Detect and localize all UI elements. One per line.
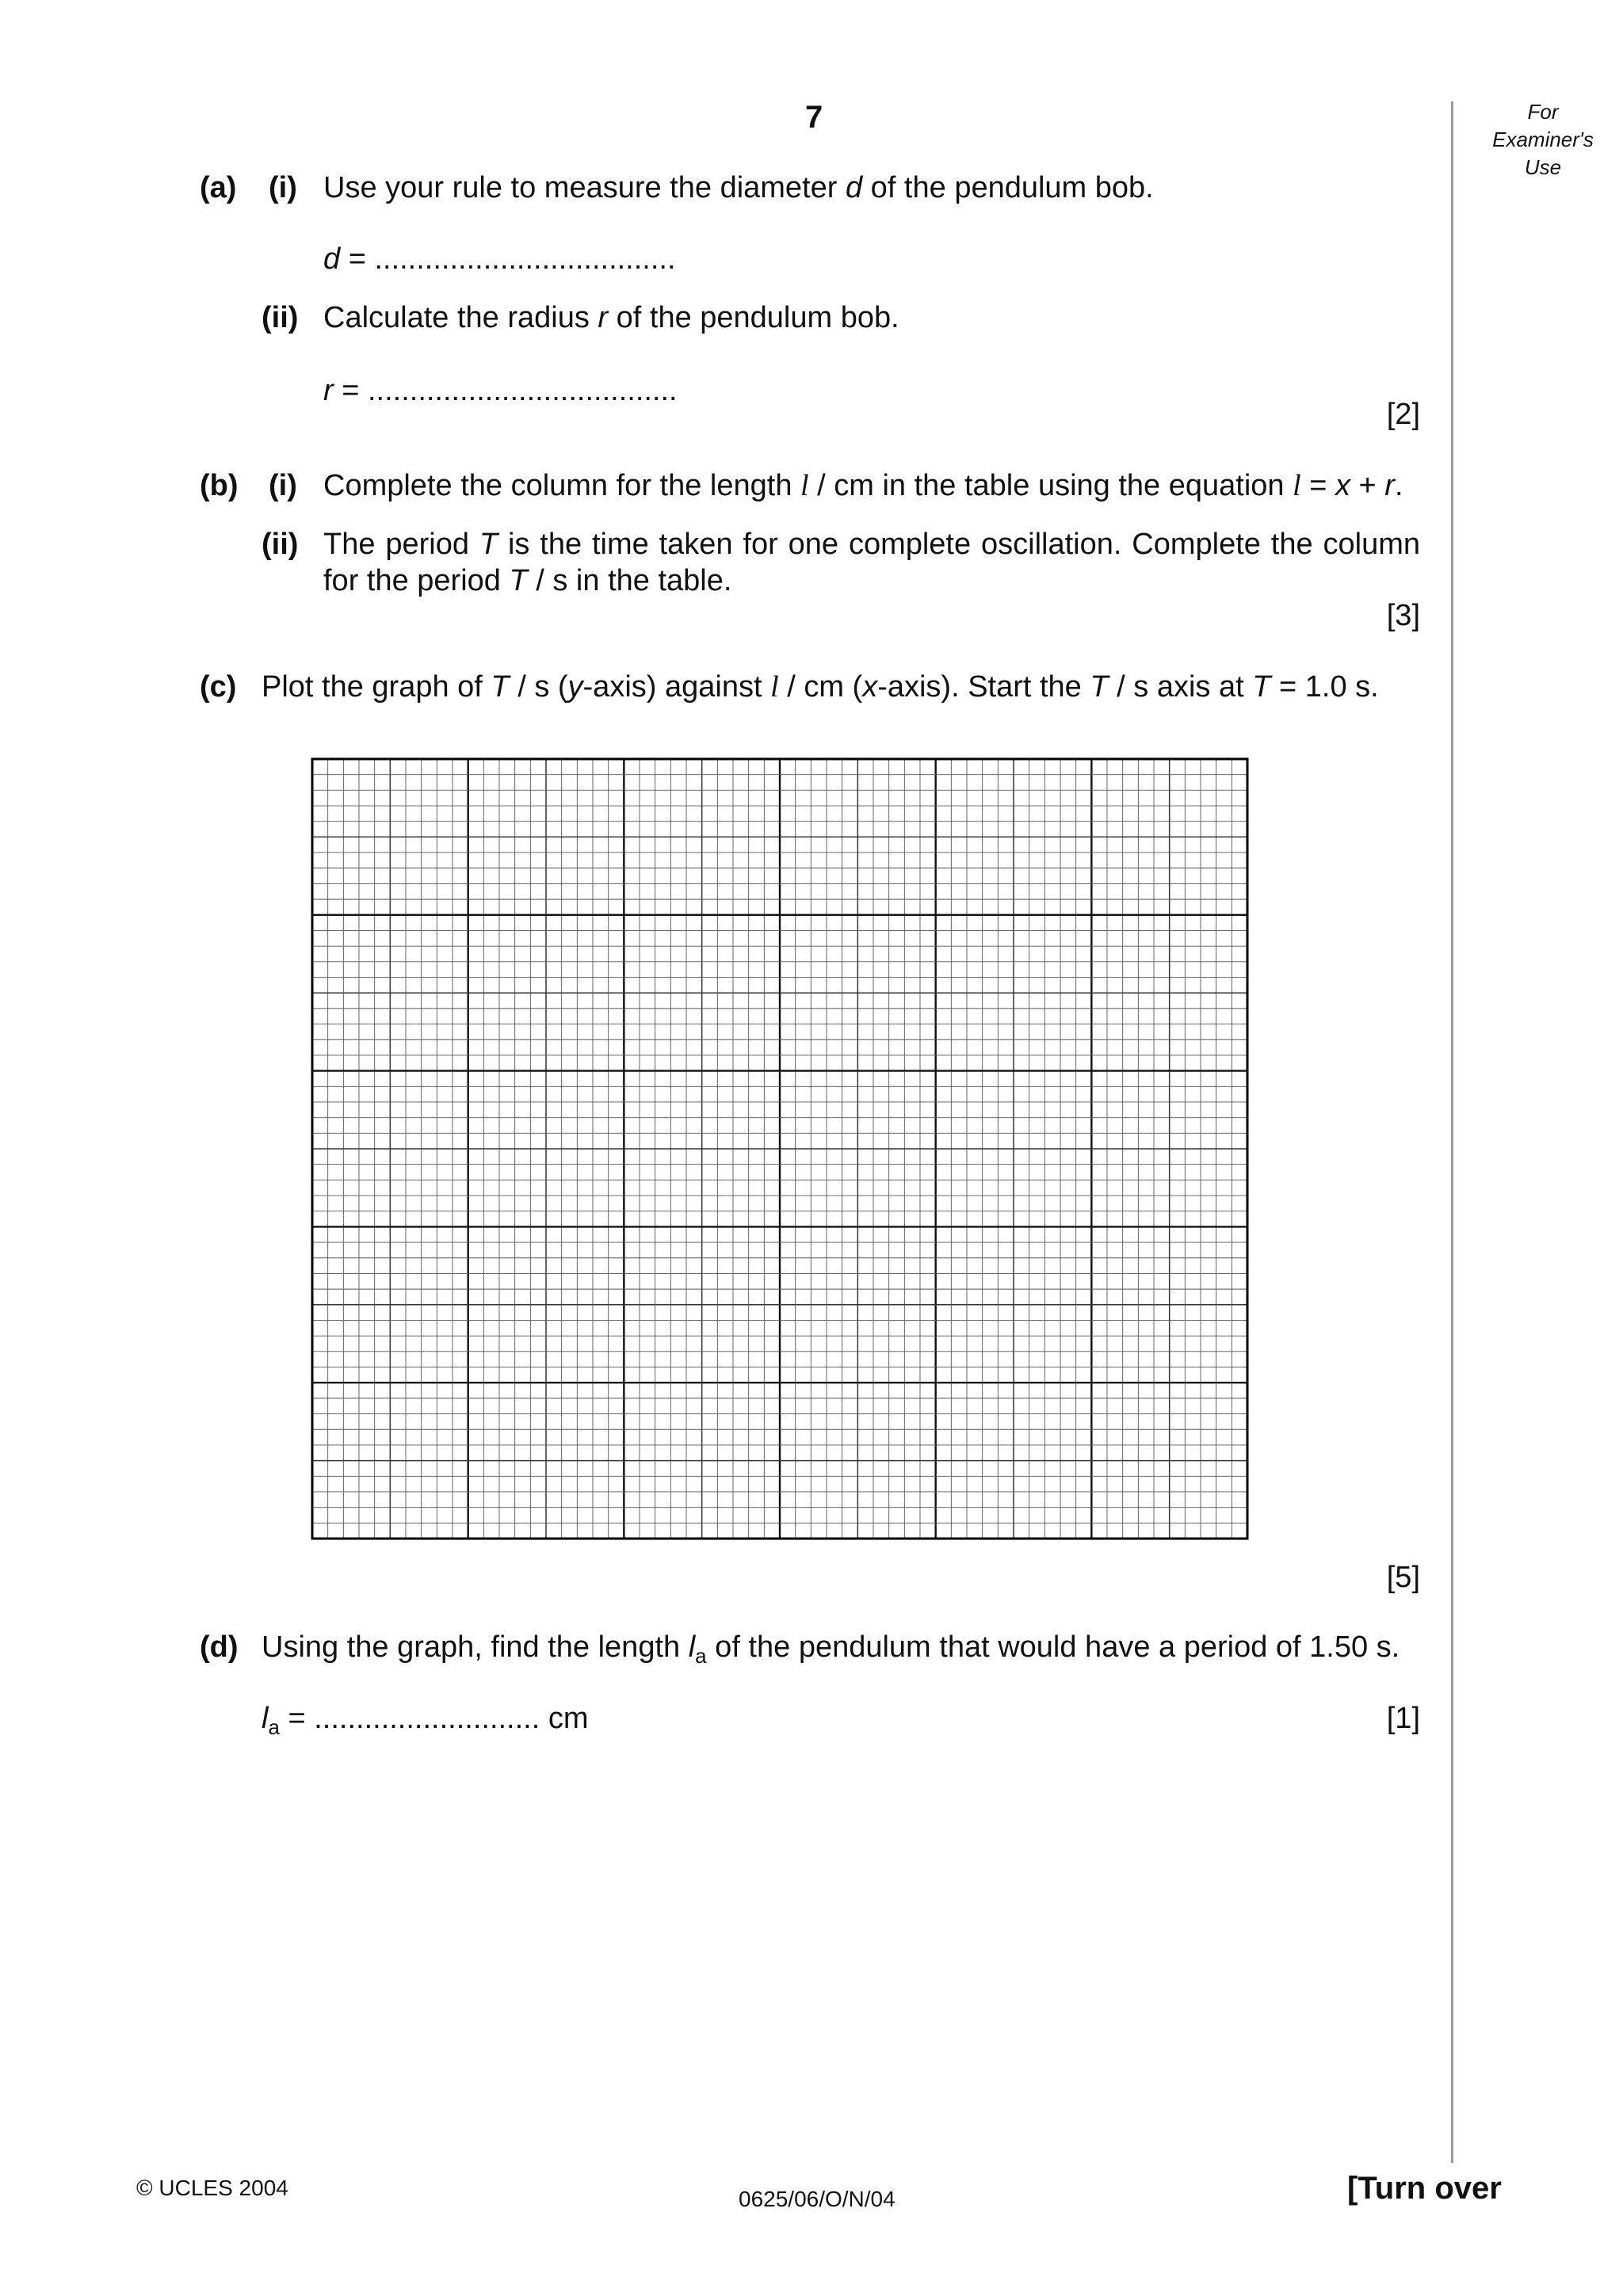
marks-part-d: [1] bbox=[1386, 1702, 1420, 1735]
equals-sign: = bbox=[333, 374, 368, 407]
part-b-label: (b) bbox=[200, 469, 239, 502]
variable-r: r bbox=[323, 374, 334, 407]
question-text: Calculate the radius bbox=[323, 301, 598, 334]
variable-t: T bbox=[509, 564, 528, 597]
question-text: of the pendulum bob. bbox=[862, 171, 1154, 204]
part-a-label: (a) bbox=[200, 171, 237, 204]
question-text: Use your rule to measure the diameter bbox=[323, 171, 846, 204]
variable-l: l bbox=[1293, 469, 1301, 502]
examiner-use-line-2: Examiner's bbox=[1492, 128, 1594, 151]
variable-x: x bbox=[862, 670, 878, 704]
variable-d: d bbox=[323, 242, 341, 276]
marks-part-c: [5] bbox=[1386, 1561, 1420, 1594]
variable-t: T bbox=[491, 670, 510, 704]
variable-t: T bbox=[1252, 670, 1271, 704]
graph-paper[interactable] bbox=[309, 756, 1252, 1543]
part-b-ii-label: (ii) bbox=[262, 528, 299, 561]
examiner-use-line-1: For bbox=[1527, 100, 1559, 124]
answer-dots: .................................... bbox=[374, 242, 676, 276]
variable-y: y bbox=[567, 670, 583, 704]
page-number: 7 bbox=[805, 100, 823, 135]
answer-la-field[interactable] bbox=[262, 1700, 589, 1745]
part-d-question bbox=[262, 1629, 1400, 1674]
answer-d-field[interactable] bbox=[323, 241, 676, 277]
variable-r: r bbox=[1384, 469, 1395, 502]
variable-t: T bbox=[1090, 670, 1109, 704]
question-text: / cm in the table using the equation bbox=[808, 469, 1293, 502]
examiner-use-label bbox=[1476, 98, 1610, 181]
variable-r: r bbox=[598, 301, 609, 334]
answer-r-field[interactable] bbox=[323, 372, 678, 409]
footer-code: 0625/06/O/N/04 bbox=[739, 2187, 896, 2211]
variable-l: l bbox=[800, 469, 809, 502]
variable-d: d bbox=[845, 171, 863, 204]
examiner-use-line-3: Use bbox=[1524, 155, 1562, 179]
subscript-a: a bbox=[695, 1644, 707, 1668]
question-text: The period bbox=[323, 528, 479, 561]
turn-over-label: [Turn over bbox=[1347, 2171, 1502, 2206]
part-b-i-label: (i) bbox=[269, 469, 297, 502]
question-text: / cm ( bbox=[778, 670, 863, 704]
variable-l: l bbox=[688, 1630, 696, 1664]
part-a-ii-label: (ii) bbox=[262, 301, 299, 334]
marks-part-b: [3] bbox=[1386, 599, 1420, 632]
question-text: + bbox=[1350, 469, 1385, 502]
question-text: Using the graph, find the length bbox=[262, 1630, 689, 1664]
part-b-i-question bbox=[323, 467, 1403, 504]
answer-dots: ..................................... bbox=[367, 374, 678, 407]
subscript-a: a bbox=[268, 1715, 280, 1739]
marks-part-a: [2] bbox=[1386, 398, 1420, 431]
question-text: = bbox=[1300, 469, 1335, 502]
question-text: is the time taken for one complete oscillation. Complete the column for the period bbox=[323, 528, 1420, 597]
part-c-question bbox=[262, 669, 1379, 705]
part-d-label: (d) bbox=[200, 1630, 239, 1664]
question-text: Plot the graph of bbox=[262, 670, 491, 704]
question-text: -axis). Start the bbox=[877, 670, 1090, 704]
question-text: Complete the column for the length bbox=[323, 469, 801, 502]
part-b-ii-question bbox=[323, 526, 1420, 599]
variable-l: l bbox=[770, 670, 779, 704]
question-text: / s axis at bbox=[1108, 670, 1253, 704]
variable-x: x bbox=[1335, 469, 1350, 502]
examiner-margin-line bbox=[1451, 101, 1453, 2163]
footer-copyright: © UCLES 2004 bbox=[136, 2176, 288, 2200]
question-text: / s in the table. bbox=[527, 564, 732, 597]
variable-l: l bbox=[262, 1702, 269, 1735]
part-a-i-label: (i) bbox=[269, 171, 297, 204]
question-text: / s ( bbox=[509, 670, 568, 704]
part-a-ii-question bbox=[323, 299, 899, 336]
part-c-label: (c) bbox=[200, 670, 237, 704]
answer-dots: = ........................... cm bbox=[279, 1702, 589, 1735]
question-text: of the pendulum bob. bbox=[608, 301, 899, 334]
question-text: = 1.0 s. bbox=[1270, 670, 1379, 704]
question-text: of the pendulum that would have a period of 1.50 s. bbox=[706, 1630, 1400, 1664]
equals-sign: = bbox=[340, 242, 375, 276]
part-a-i-question bbox=[323, 170, 1154, 206]
question-text: . bbox=[1394, 469, 1403, 502]
variable-t: T bbox=[479, 528, 498, 561]
question-text: -axis) against bbox=[582, 670, 771, 704]
